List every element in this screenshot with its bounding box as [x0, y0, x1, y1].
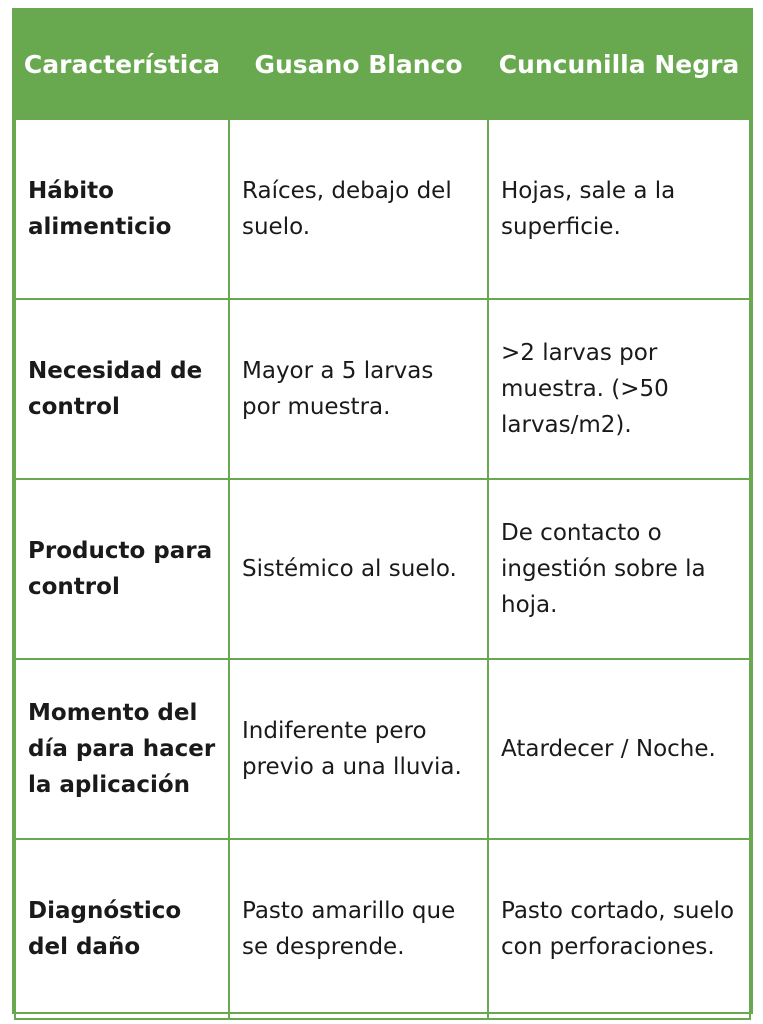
feature-cell: Producto para control: [15, 479, 229, 659]
comparison-table-grid: [14, 10, 751, 1020]
gusano-cell: Raíces, debajo del suelo.: [229, 119, 488, 299]
header-row: [15, 10, 750, 119]
cuncunilla-cell: >2 larvas por muestra. (>50 larvas/m2).: [488, 299, 750, 479]
table-row: [15, 839, 750, 1019]
comparison-table: [12, 8, 753, 1014]
header-gusano-blanco: Gusano Blanco: [229, 10, 488, 119]
table-row: [15, 299, 750, 479]
gusano-cell: Mayor a 5 larvas por muestra.: [229, 299, 488, 479]
cuncunilla-cell: Hojas, sale a la superficie.: [488, 119, 750, 299]
cuncunilla-cell: Atardecer / Noche.: [488, 659, 750, 839]
feature-cell: Hábito alimenticio: [15, 119, 229, 299]
gusano-cell: Indiferente pero previo a una lluvia.: [229, 659, 488, 839]
table-row: [15, 119, 750, 299]
gusano-cell: Sistémico al suelo.: [229, 479, 488, 659]
gusano-cell: Pasto amarillo que se desprende.: [229, 839, 488, 1019]
cuncunilla-cell: Pasto cortado, suelo con perforaciones.: [488, 839, 750, 1019]
table-row: [15, 659, 750, 839]
feature-cell: Momento del día para hacer la aplicación: [15, 659, 229, 839]
feature-cell: Necesidad de control: [15, 299, 229, 479]
header-cuncunilla-negra: Cuncunilla Negra: [488, 10, 750, 119]
feature-cell: Diagnóstico del daño: [15, 839, 229, 1019]
table-row: [15, 479, 750, 659]
header-caracteristica: Característica: [15, 10, 229, 119]
cuncunilla-cell: De contacto o ingestión sobre la hoja.: [488, 479, 750, 659]
